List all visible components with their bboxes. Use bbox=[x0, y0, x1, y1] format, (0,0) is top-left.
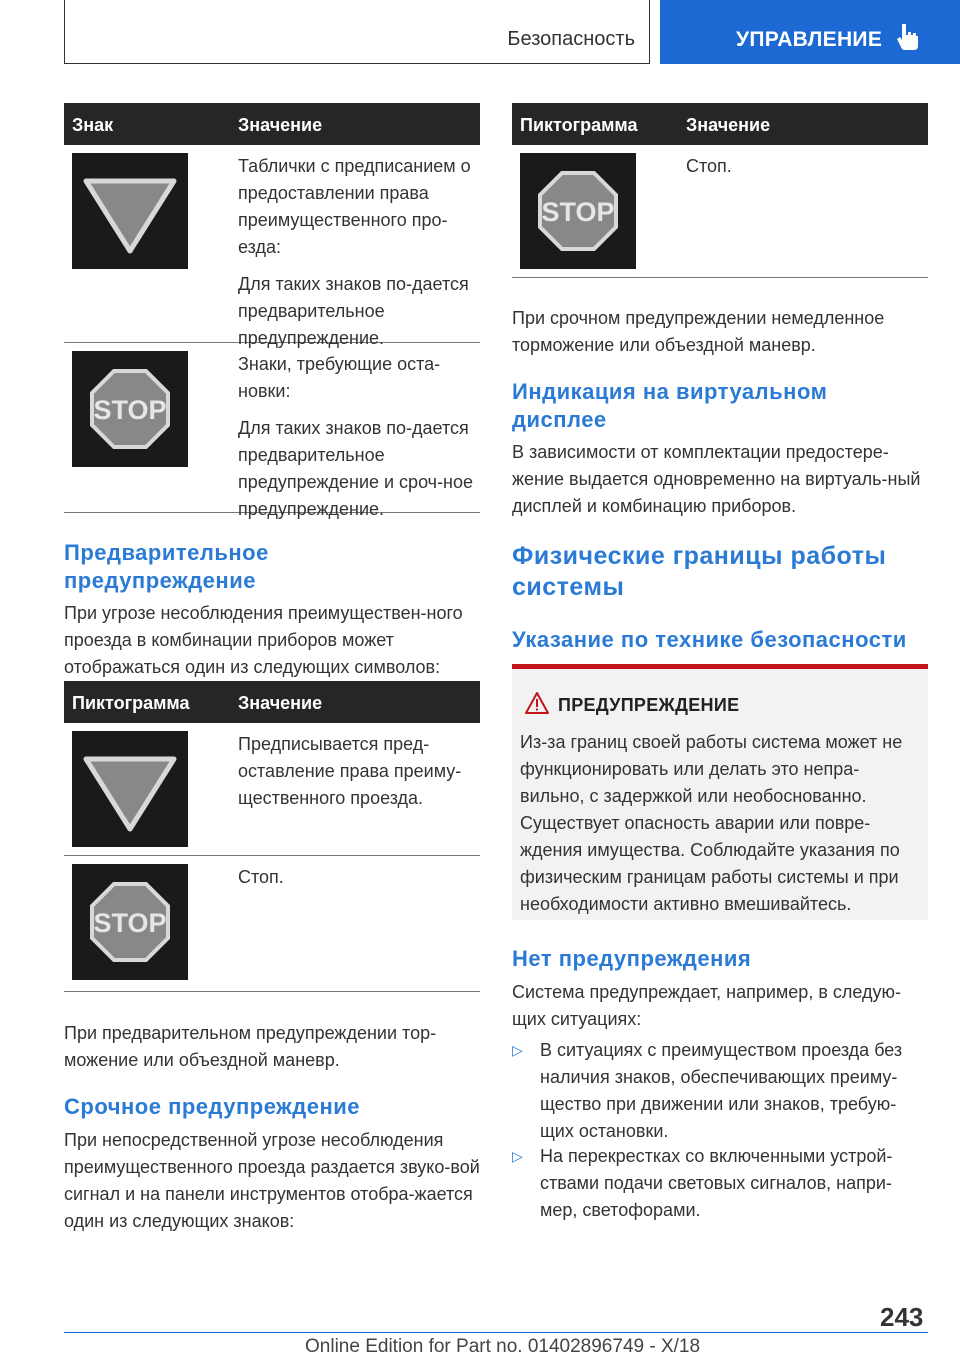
page-number: 243 bbox=[880, 1302, 924, 1332]
stop-sign-icon bbox=[520, 153, 636, 269]
column-header-sign: Знак bbox=[72, 115, 114, 135]
safety-heading: Указание по технике безопасности bbox=[512, 627, 907, 652]
list-item: ▷ На перекрестках со включенными устрой-ствами подачи световых сигналов, напри-мер, светофорами. bbox=[512, 1143, 928, 1224]
yield-sign-icon bbox=[72, 731, 188, 847]
pre-warning-text: При угрозе несоблюдения преимуществен-ного проезда в комбинации приборов может отображаться один из следующих символов: bbox=[64, 603, 463, 677]
header-section-title: Безопасность bbox=[507, 28, 635, 50]
virtual-display-text: В зависимости от комплектации предостере-жение выдается одновременно на виртуаль-ный дисплей и комбинацию приборов. bbox=[512, 442, 921, 516]
warning-text: Из-за границ своей работы система может не функционировать или делать это непра-вильно, с задержкой или необоснованно. Существует опасность аварии или повре-ждения имущества. Соблюдайте указания по физическим границам работы системы и при необходимости активно вмешивайтесь. bbox=[520, 732, 903, 914]
header-chapter-title: УПРАВЛЕНИЕ bbox=[736, 28, 883, 51]
table-header bbox=[512, 103, 928, 145]
header-chapter-box bbox=[660, 0, 960, 64]
warning-triangle-icon bbox=[524, 691, 550, 715]
pictogram-table bbox=[64, 681, 480, 992]
table-header bbox=[64, 103, 480, 145]
svg-text:STOP: STOP bbox=[93, 395, 167, 425]
urgent-warning-heading: Срочное предупреждение bbox=[64, 1094, 361, 1119]
urgent-pictogram-table bbox=[512, 103, 928, 278]
row-meaning: Таблички с предписанием о предоставлении права преимущественного про-езда: Для таких знаков по-дается предварительное предупреждение. bbox=[238, 156, 471, 348]
column-header-meaning: Значение bbox=[686, 115, 771, 135]
table-row bbox=[64, 723, 480, 856]
bullet-arrow-icon: ▷ bbox=[512, 1042, 523, 1058]
pre-warning-after-text: При предварительном предупреждении тор-можение или объездной маневр. bbox=[64, 1023, 437, 1070]
table-row bbox=[512, 145, 928, 278]
row-meaning: Предписывается пред-оставление права преиму-щественного проезда. bbox=[238, 734, 462, 808]
pre-warning-heading: Предварительное предупреждение bbox=[64, 540, 269, 593]
header-section-box bbox=[64, 0, 650, 64]
footer-edition: Online Edition for Part no. 01402896749 - X/18 bbox=[305, 1336, 701, 1357]
list-item: ▷ В ситуациях с преимуществом проезда без наличия знаков, обеспечивающих преиму-щество при движении или знаков, требую-щих остановки. bbox=[512, 1037, 928, 1145]
virtual-display-heading: Индикация на виртуальном дисплее bbox=[512, 379, 828, 432]
row-meaning: Стоп. bbox=[686, 156, 732, 176]
footer-divider bbox=[64, 1332, 928, 1333]
column-header-pictogram: Пиктограмма bbox=[520, 115, 638, 135]
stop-sign-icon bbox=[72, 864, 188, 980]
column-header-meaning: Значение bbox=[238, 115, 323, 135]
row-meaning: Стоп. bbox=[238, 867, 284, 887]
table-row bbox=[64, 856, 480, 992]
row-meaning: Знаки, требующие оста-новки: Для таких знаков по-дается предварительное предупреждение и сроч-ное предупреждение. bbox=[238, 354, 474, 519]
table-row bbox=[64, 343, 480, 519]
warning-title: ПРЕДУПРЕЖДЕНИЕ bbox=[558, 695, 740, 715]
bullet-arrow-icon: ▷ bbox=[512, 1148, 523, 1164]
yield-sign-icon bbox=[72, 153, 188, 269]
warning-box bbox=[512, 664, 928, 920]
hand-pointer-icon bbox=[896, 22, 920, 52]
table-row bbox=[64, 145, 480, 348]
no-warning-heading: Нет предупреждения bbox=[512, 946, 752, 971]
sign-table bbox=[64, 103, 480, 519]
table-header bbox=[64, 681, 480, 723]
column-header-pictogram: Пиктограмма bbox=[72, 693, 190, 713]
limits-heading: Физические границы работы системы bbox=[512, 542, 887, 601]
urgent-after-text: При срочном предупреждении немедленное торможение или объездной маневр. bbox=[512, 308, 885, 355]
urgent-warning-text: При непосредственной угрозе несоблюдения преимущественного проезда раздается звуко-вой сигнал и на панели инструментов отобра-жается один из следующих знаков: bbox=[64, 1130, 480, 1231]
column-header-meaning: Значение bbox=[238, 693, 323, 713]
stop-sign-icon bbox=[72, 351, 188, 467]
no-warning-text: Система предупреждает, например, в следую-щих ситуациях: bbox=[512, 982, 901, 1029]
svg-text:STOP: STOP bbox=[93, 908, 167, 938]
svg-text:STOP: STOP bbox=[541, 197, 615, 227]
